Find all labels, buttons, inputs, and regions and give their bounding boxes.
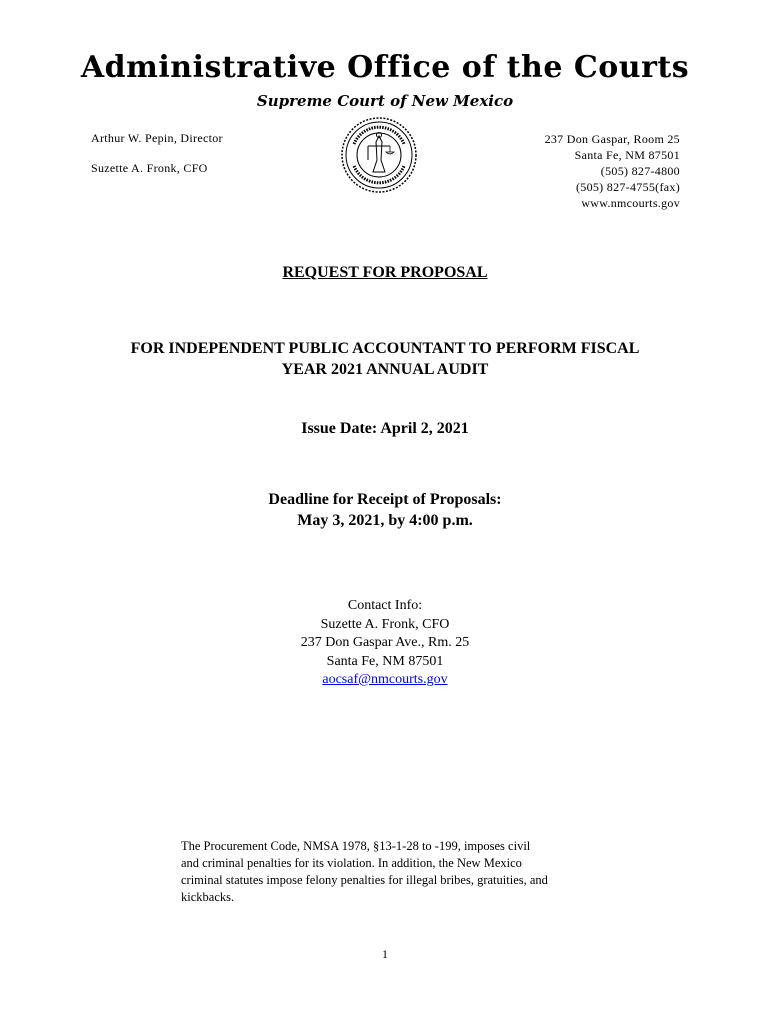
contact-address-1: 237 Don Gaspar Ave., Rm. 25 xyxy=(300,635,470,650)
state-seal-icon xyxy=(340,116,418,194)
procurement-notice xyxy=(181,838,601,906)
phone-number: (505) 827-4800 xyxy=(600,164,680,178)
letterhead-address xyxy=(545,131,680,211)
rfp-purpose xyxy=(0,338,770,380)
proposal-deadline xyxy=(0,489,770,531)
notice-line: kickbacks. xyxy=(181,890,235,904)
deadline-date: May 3, 2021, by 4:00 p.m. xyxy=(297,512,473,529)
contact-info xyxy=(0,597,770,690)
address-city: Santa Fe, NM 87501 xyxy=(574,148,680,162)
director-name: Arthur W. Pepin, Director xyxy=(91,131,223,145)
contact-email-link[interactable]: aocsaf@nmcourts.gov xyxy=(322,672,448,687)
fax-number: (505) 827-4755(fax) xyxy=(575,180,680,194)
contact-heading: Contact Info: xyxy=(347,598,423,613)
notice-line: and criminal penalties for its violation. In addition, the New Mexico xyxy=(181,856,522,870)
letterhead-officials xyxy=(91,131,223,191)
page-number: 1 xyxy=(382,947,388,961)
notice-line: The Procurement Code, NMSA 1978, §13-1-28 to -199, imposes civil xyxy=(181,839,531,853)
contact-name: Suzette A. Fronk, CFO xyxy=(320,616,450,632)
letterhead-subtitle: Supreme Court of New Mexico xyxy=(256,92,514,110)
letterhead-title: Administrative Office of the Courts xyxy=(80,50,690,85)
purpose-line-1: FOR INDEPENDENT PUBLIC ACCOUNTANT TO PERFORM FISCAL xyxy=(130,340,640,357)
document-title: REQUEST FOR PROPOSAL xyxy=(282,264,488,281)
purpose-line-2: YEAR 2021 ANNUAL AUDIT xyxy=(281,361,489,378)
website-text: www.nmcourts.gov xyxy=(581,196,680,210)
notice-line: criminal statutes impose felony penalties for illegal bribes, gratuities, and xyxy=(181,873,548,887)
issue-date: Issue Date: April 2, 2021 xyxy=(301,420,469,437)
deadline-label: Deadline for Receipt of Proposals: xyxy=(268,491,502,508)
contact-address-2: Santa Fe, NM 87501 xyxy=(326,653,444,669)
cfo-name: Suzette A. Fronk, CFO xyxy=(91,161,208,175)
address-street: 237 Don Gaspar, Room 25 xyxy=(544,132,680,146)
